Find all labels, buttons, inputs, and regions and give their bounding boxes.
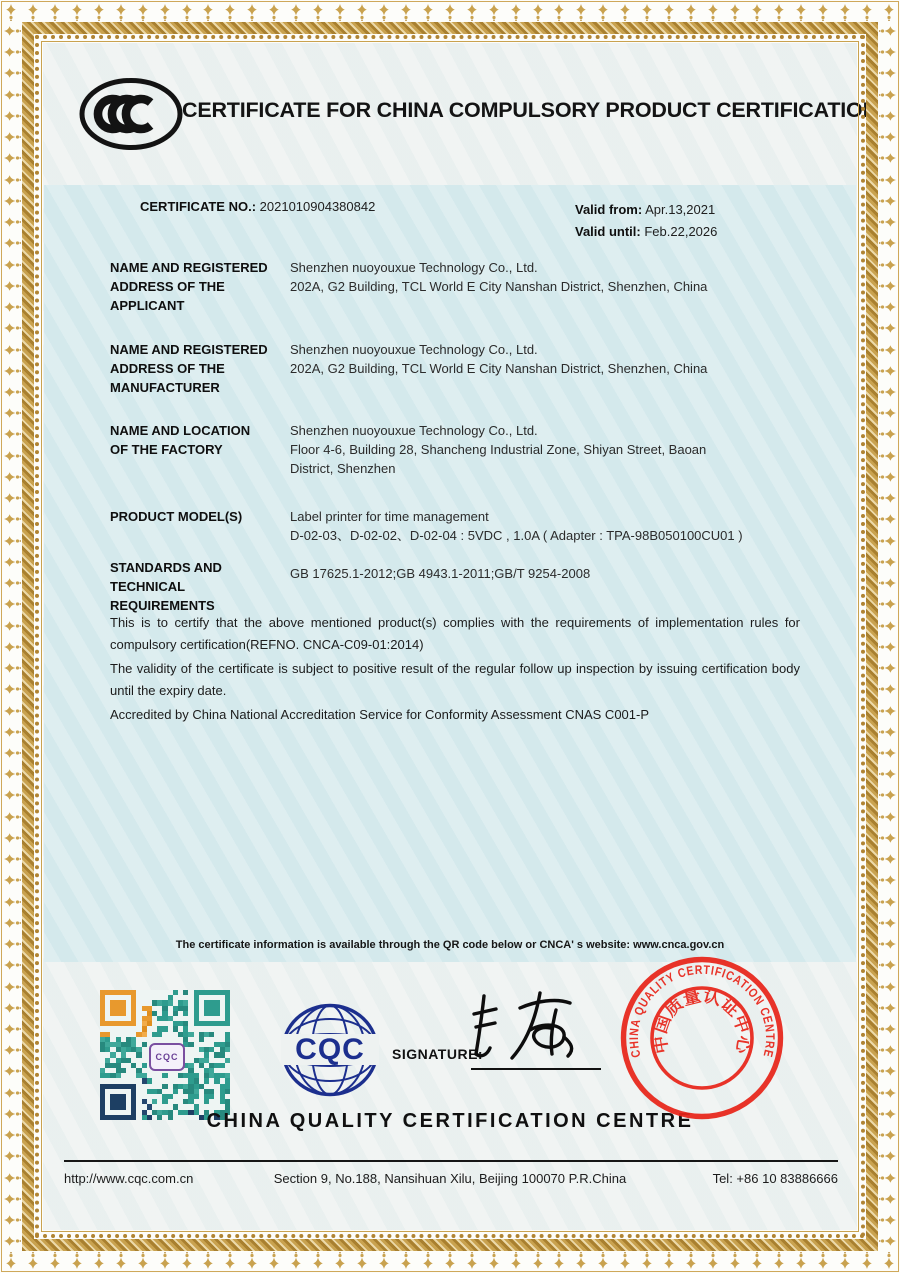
fleur-ornament-icon (3, 661, 21, 675)
fleur-ornament-icon (596, 1252, 610, 1270)
fleur-ornament-icon (838, 3, 852, 21)
fleur-ornament-icon (816, 3, 830, 21)
fleur-ornament-icon (879, 130, 897, 144)
certificate-number (140, 199, 375, 214)
fleur-ornament-icon (3, 470, 21, 484)
fleur-ornament-icon (3, 1171, 21, 1185)
fleur-ornament-icon (574, 1252, 588, 1270)
fleur-ornament-icon (879, 895, 897, 909)
qr-module (147, 1078, 152, 1083)
fleur-ornament-icon (289, 3, 303, 21)
field-value (290, 421, 858, 478)
fleur-ornament-icon (879, 576, 897, 590)
statement-paragraph: This is to certify that the above mentioned product(s) complies with the requirements of implementation rules for compulsory certification(REFNO. CNCA-C09-01:2014) (110, 615, 800, 652)
fleur-ornament-icon (772, 3, 786, 21)
fleur-ornament-icon (684, 1252, 698, 1270)
fleur-ornament-icon (728, 1252, 742, 1270)
statement-paragraph: The validity of the certificate is subject to positive result of the regular follow up inspection by issuing certification body until the expiry date. (110, 661, 800, 698)
fleur-ornament-icon (289, 1252, 303, 1270)
qr-module (142, 1042, 147, 1047)
qr-module (131, 1021, 136, 1026)
fleur-ornament-icon (114, 1252, 128, 1270)
fleur-ornament-icon (879, 215, 897, 229)
qr-module (204, 1099, 209, 1104)
border-ornament-left (4, 22, 20, 1251)
fleur-ornament-icon (487, 3, 501, 21)
fleur-ornament-icon (3, 1192, 21, 1206)
fleur-ornament-icon (3, 704, 21, 718)
field-value-line: Shenzhen nuoyouxue Technology Co., Ltd. (290, 260, 538, 275)
valid-from-row (575, 199, 717, 221)
fleur-ornament-icon (223, 3, 237, 21)
qr-module (173, 1011, 178, 1016)
fleur-ornament-icon (879, 1213, 897, 1227)
fleur-ornament-icon (879, 1149, 897, 1163)
stamp-inner-text: 中国质量认证中心 (651, 987, 753, 1055)
qr-module (121, 1011, 126, 1016)
fleur-ornament-icon (3, 682, 21, 696)
fleur-ornament-icon (552, 1252, 566, 1270)
fleur-ornament-icon (879, 725, 897, 739)
fleur-ornament-icon (3, 66, 21, 80)
fleur-ornament-icon (487, 1252, 501, 1270)
fleur-ornament-icon (879, 788, 897, 802)
fleur-ornament-icon (3, 937, 21, 951)
fleur-ornament-icon (48, 3, 62, 21)
fleur-ornament-icon (3, 300, 21, 314)
fleur-ornament-icon (618, 3, 632, 21)
fleur-ornament-icon (3, 895, 21, 909)
field-label-line: NAME AND LOCATION (110, 423, 251, 438)
border-ornament-top (4, 3, 896, 21)
valid-from-label: Valid from: (575, 202, 643, 217)
fleur-ornament-icon (750, 1252, 764, 1270)
fleur-ornament-icon (552, 3, 566, 21)
field-value (290, 564, 858, 583)
field-value-line: Floor 4-6, Building 28, Shancheng Industrial Zone, Shiyan Street, Baoan (290, 442, 707, 457)
field-value (290, 340, 858, 378)
fleur-ornament-icon (662, 3, 676, 21)
fleur-ornament-icon (3, 343, 21, 357)
fleur-ornament-icon (816, 1252, 830, 1270)
fleur-ornament-icon (267, 3, 281, 21)
fleur-ornament-icon (879, 406, 897, 420)
fleur-ornament-icon (879, 640, 897, 654)
fleur-ornament-icon (3, 555, 21, 569)
fleur-ornament-icon (3, 406, 21, 420)
fleur-ornament-icon (3, 279, 21, 293)
fleur-ornament-icon (3, 1213, 21, 1227)
fleur-ornament-icon (245, 1252, 259, 1270)
fleur-ornament-icon (355, 3, 369, 21)
footer-website: http://www.cqc.com.cn (64, 1171, 194, 1186)
qr-module (188, 1032, 193, 1037)
fleur-ornament-icon (3, 109, 21, 123)
red-seal-stamp (617, 953, 787, 1123)
qr-module (225, 1058, 230, 1063)
qr-module (121, 1104, 126, 1109)
fleur-ornament-icon (3, 1234, 21, 1248)
fleur-ornament-icon (728, 3, 742, 21)
fleur-ornament-icon (180, 1252, 194, 1270)
fleur-ornament-icon (3, 45, 21, 59)
field-value-line: 202A, G2 Building, TCL World E City Nanshan District, Shenzhen, China (290, 279, 708, 294)
fleur-ornament-icon (879, 279, 897, 293)
fleur-ornament-icon (3, 916, 21, 930)
fleur-ornament-icon (201, 1252, 215, 1270)
fleur-ornament-icon (3, 1043, 21, 1057)
field-value-line: D-02-03、D-02-02、D-02-04 : 5VDC , 1.0A ( Adapter : TPA-98B050100CU01 ) (290, 528, 743, 543)
fleur-ornament-icon (3, 236, 21, 250)
fleur-ornament-icon (879, 449, 897, 463)
fleur-ornament-icon (879, 958, 897, 972)
fleur-ornament-icon (3, 576, 21, 590)
cqc-logo-text: CQC (295, 1033, 365, 1066)
field-value-line: GB 17625.1-2012;GB 4943.1-2011;GB/T 9254-2008 (290, 566, 591, 581)
field-label (110, 340, 290, 397)
fleur-ornament-icon (509, 1252, 523, 1270)
fleur-ornament-icon (465, 1252, 479, 1270)
field-label-line: ADDRESS OF THE (110, 361, 225, 376)
valid-until-label: Valid until: (575, 224, 641, 239)
fleur-ornament-icon (92, 3, 106, 21)
fleur-ornament-icon (3, 194, 21, 208)
fleur-ornament-icon (421, 1252, 435, 1270)
fleur-ornament-icon (882, 1252, 896, 1270)
qr-info-line: The certificate information is available through the QR code below or CNCA' s website: www.cnca.gov.cn (175, 939, 725, 951)
field-label (110, 507, 290, 526)
footer-address: Section 9, No.188, Nansihuan Xilu, Beijing 100070 P.R.China (273, 1171, 627, 1186)
fleur-ornament-icon (706, 1252, 720, 1270)
fleur-ornament-icon (879, 24, 897, 38)
fleur-ornament-icon (879, 88, 897, 102)
fleur-ornament-icon (879, 236, 897, 250)
fleur-ornament-icon (3, 24, 21, 38)
fleur-ornament-icon (3, 597, 21, 611)
qr-code (100, 990, 230, 1120)
field-label-line: MANUFACTURER (110, 380, 220, 395)
fleur-ornament-icon (879, 682, 897, 696)
qr-module (162, 1084, 167, 1089)
qr-module (204, 1078, 209, 1083)
fleur-ornament-icon (3, 130, 21, 144)
certificate-title: CERTIFICATE FOR CHINA COMPULSORY PRODUCT CERTIFICATION (182, 98, 878, 122)
fleur-ornament-icon (377, 3, 391, 21)
fleur-ornament-icon (267, 1252, 281, 1270)
fleur-ornament-icon (879, 1022, 897, 1036)
fleur-ornament-icon (26, 1252, 40, 1270)
fleur-ornament-icon (879, 1001, 897, 1015)
signature-handwriting (468, 988, 603, 1070)
fleur-ornament-icon (3, 767, 21, 781)
fleur-ornament-icon (860, 3, 874, 21)
ccc-mark-icon (78, 76, 184, 152)
fleur-ornament-icon (245, 3, 259, 21)
fleur-ornament-icon (3, 173, 21, 187)
qr-module (173, 990, 178, 995)
qr-module (157, 1032, 162, 1037)
fleur-ornament-icon (879, 1234, 897, 1248)
fleur-ornament-icon (333, 1252, 347, 1270)
qr-module (162, 1026, 167, 1031)
field-value-line: Shenzhen nuoyouxue Technology Co., Ltd. (290, 423, 538, 438)
field-value-line: 202A, G2 Building, TCL World E City Nanshan District, Shenzhen, China (290, 361, 708, 376)
qr-module (209, 1032, 214, 1037)
fleur-ornament-icon (3, 427, 21, 441)
qr-module (209, 1094, 214, 1099)
fleur-ornament-icon (879, 704, 897, 718)
fleur-ornament-icon (3, 215, 21, 229)
fleur-ornament-icon (26, 3, 40, 21)
fleur-ornament-icon (3, 1086, 21, 1100)
fleur-ornament-icon (3, 385, 21, 399)
fleur-ornament-icon (3, 88, 21, 102)
fleur-ornament-icon (443, 1252, 457, 1270)
fleur-ornament-icon (879, 916, 897, 930)
field-label (110, 421, 290, 459)
fleur-ornament-icon (70, 3, 84, 21)
fleur-ornament-icon (3, 534, 21, 548)
field-label-line: OF THE FACTORY (110, 442, 223, 457)
qr-module (188, 1042, 193, 1047)
fleur-ornament-icon (879, 1064, 897, 1078)
field-value (290, 258, 858, 296)
fleur-ornament-icon (662, 1252, 676, 1270)
fleur-ornament-icon (4, 3, 18, 21)
fleur-ornament-icon (3, 619, 21, 633)
fleur-ornament-icon (311, 3, 325, 21)
fleur-ornament-icon (596, 3, 610, 21)
field-value-line: District, Shenzhen (290, 461, 396, 476)
qr-module (225, 1089, 230, 1094)
fleur-ornament-icon (706, 3, 720, 21)
fleur-ornament-icon (421, 3, 435, 21)
fleur-ornament-icon (3, 746, 21, 760)
field-label (110, 558, 290, 615)
fleur-ornament-icon (879, 810, 897, 824)
fleur-ornament-icon (879, 66, 897, 80)
certificate-number-label: CERTIFICATE NO.: (140, 199, 257, 214)
fleur-ornament-icon (465, 3, 479, 21)
qr-module (162, 1099, 167, 1104)
fleur-ornament-icon (136, 1252, 150, 1270)
fleur-ornament-icon (879, 980, 897, 994)
field-value-line: Label printer for time management (290, 509, 489, 524)
qr-module (220, 1063, 225, 1068)
fleur-ornament-icon (201, 3, 215, 21)
fleur-ornament-icon (879, 1171, 897, 1185)
fleur-ornament-icon (3, 512, 21, 526)
fleur-ornament-icon (879, 194, 897, 208)
fleur-ornament-icon (3, 980, 21, 994)
field-label (110, 258, 290, 315)
fleur-ornament-icon (879, 173, 897, 187)
fleur-ornament-icon (879, 534, 897, 548)
fleur-ornament-icon (879, 1086, 897, 1100)
fleur-ornament-icon (879, 619, 897, 633)
fleur-ornament-icon (879, 873, 897, 887)
fleur-ornament-icon (640, 1252, 654, 1270)
validity-block (575, 199, 717, 243)
fleur-ornament-icon (3, 1064, 21, 1078)
fleur-ornament-icon (158, 1252, 172, 1270)
fleur-ornament-icon (531, 3, 545, 21)
fleur-ornament-icon (879, 109, 897, 123)
fleur-ornament-icon (3, 958, 21, 972)
footer-divider (64, 1160, 838, 1162)
fleur-ornament-icon (3, 831, 21, 845)
fleur-ornament-icon (879, 427, 897, 441)
border-ornament-bottom (4, 1252, 896, 1270)
fleur-ornament-icon (3, 810, 21, 824)
qr-module (199, 1037, 204, 1042)
fleur-ornament-icon (750, 3, 764, 21)
fleur-ornament-icon (879, 597, 897, 611)
fleur-ornament-icon (684, 3, 698, 21)
fleur-ornament-icon (377, 1252, 391, 1270)
fleur-ornament-icon (311, 1252, 325, 1270)
fleur-ornament-icon (879, 661, 897, 675)
fleur-ornament-icon (3, 788, 21, 802)
fleur-ornament-icon (3, 364, 21, 378)
qr-module (162, 1073, 167, 1078)
fleur-ornament-icon (114, 3, 128, 21)
certificate-number-value: 2021010904380842 (259, 199, 376, 214)
fleur-ornament-icon (860, 1252, 874, 1270)
fleur-ornament-icon (879, 1192, 897, 1206)
signature-label: SIGNATURE: (392, 1046, 484, 1062)
fleur-ornament-icon (136, 3, 150, 21)
fleur-ornament-icon (879, 746, 897, 760)
fleur-ornament-icon (223, 1252, 237, 1270)
fleur-ornament-icon (333, 3, 347, 21)
fleur-ornament-icon (879, 767, 897, 781)
qr-module (136, 1052, 141, 1057)
fleur-ornament-icon (3, 640, 21, 654)
qr-module (194, 1094, 199, 1099)
fleur-ornament-icon (92, 1252, 106, 1270)
fleur-ornament-icon (879, 512, 897, 526)
qr-module (152, 1099, 157, 1104)
fleur-ornament-icon (882, 3, 896, 21)
field-label-line: STANDARDS AND (110, 560, 222, 575)
fleur-ornament-icon (879, 45, 897, 59)
fleur-ornament-icon (879, 300, 897, 314)
field-label-line: ADDRESS OF THE APPLICANT (110, 279, 225, 313)
statement-paragraph: Accredited by China National Accreditation Service for Conformity Assessment CNAS C001-P (110, 707, 650, 722)
field-label-line: NAME AND REGISTERED (110, 260, 268, 275)
fleur-ornament-icon (443, 3, 457, 21)
qr-module (116, 1073, 121, 1078)
qr-module (142, 1032, 147, 1037)
fleur-ornament-icon (355, 1252, 369, 1270)
fleur-ornament-icon (879, 831, 897, 845)
qr-module (225, 1021, 230, 1026)
fleur-ornament-icon (3, 1149, 21, 1163)
fleur-ornament-icon (3, 258, 21, 272)
fleur-ornament-icon (879, 385, 897, 399)
qr-module (225, 1047, 230, 1052)
fleur-ornament-icon (3, 151, 21, 165)
cqc-logo-icon (280, 1002, 380, 1098)
fleur-ornament-icon (158, 3, 172, 21)
valid-from-value: Apr.13,2021 (645, 202, 716, 217)
qr-module (214, 1011, 219, 1016)
fleur-ornament-icon (4, 1252, 18, 1270)
qr-module (142, 1063, 147, 1068)
fleur-ornament-icon (48, 1252, 62, 1270)
fleur-ornament-icon (879, 852, 897, 866)
fleur-ornament-icon (879, 491, 897, 505)
fleur-ornament-icon (879, 470, 897, 484)
svg-text:中国质量认证中心 (649, 985, 755, 1055)
fleur-ornament-icon (879, 937, 897, 951)
fleur-ornament-icon (618, 1252, 632, 1270)
fleur-ornament-icon (879, 321, 897, 335)
border-ornament-right (880, 22, 896, 1251)
certification-statements (110, 612, 800, 728)
fleur-ornament-icon (838, 1252, 852, 1270)
valid-until-row (575, 221, 717, 243)
qr-module (147, 1021, 152, 1026)
qr-module (173, 1089, 178, 1094)
fleur-ornament-icon (574, 3, 588, 21)
fleur-ornament-icon (879, 151, 897, 165)
fleur-ornament-icon (3, 321, 21, 335)
footer-telephone: Tel: +86 10 83886666 (712, 1171, 838, 1186)
field-label-line: TECHNICAL REQUIREMENTS (110, 579, 215, 613)
fleur-ornament-icon (531, 1252, 545, 1270)
fleur-ornament-icon (879, 1043, 897, 1057)
fleur-ornament-icon (3, 852, 21, 866)
qr-module (183, 990, 188, 995)
fleur-ornament-icon (509, 3, 523, 21)
fleur-ornament-icon (399, 3, 413, 21)
field-label-line: PRODUCT MODEL(S) (110, 509, 243, 524)
fleur-ornament-icon (794, 3, 808, 21)
fleur-ornament-icon (794, 1252, 808, 1270)
fleur-ornament-icon (879, 343, 897, 357)
fleur-ornament-icon (3, 491, 21, 505)
fleur-ornament-icon (879, 364, 897, 378)
stamp-ring-text: CHINA QUALITY CERTIFICATION CENTRE (626, 962, 778, 1061)
fleur-ornament-icon (3, 725, 21, 739)
field-value (290, 507, 858, 545)
qr-module (168, 1094, 173, 1099)
qr-module (121, 1068, 126, 1073)
organization-name: CHINA QUALITY CERTIFICATION CENTRE (206, 1110, 694, 1132)
valid-until-value: Feb.22,2026 (644, 224, 718, 239)
fleur-ornament-icon (3, 873, 21, 887)
field-value-line: Shenzhen nuoyouxue Technology Co., Ltd. (290, 342, 538, 357)
fleur-ornament-icon (879, 258, 897, 272)
qr-center-badge: CQC (149, 1043, 185, 1071)
fleur-ornament-icon (3, 1001, 21, 1015)
fleur-ornament-icon (70, 1252, 84, 1270)
fleur-ornament-icon (399, 1252, 413, 1270)
qr-module (183, 1011, 188, 1016)
fleur-ornament-icon (640, 3, 654, 21)
field-label-line: NAME AND REGISTERED (110, 342, 268, 357)
fleur-ornament-icon (772, 1252, 786, 1270)
fleur-ornament-icon (3, 1022, 21, 1036)
fleur-ornament-icon (180, 3, 194, 21)
fleur-ornament-icon (3, 449, 21, 463)
fleur-ornament-icon (879, 555, 897, 569)
